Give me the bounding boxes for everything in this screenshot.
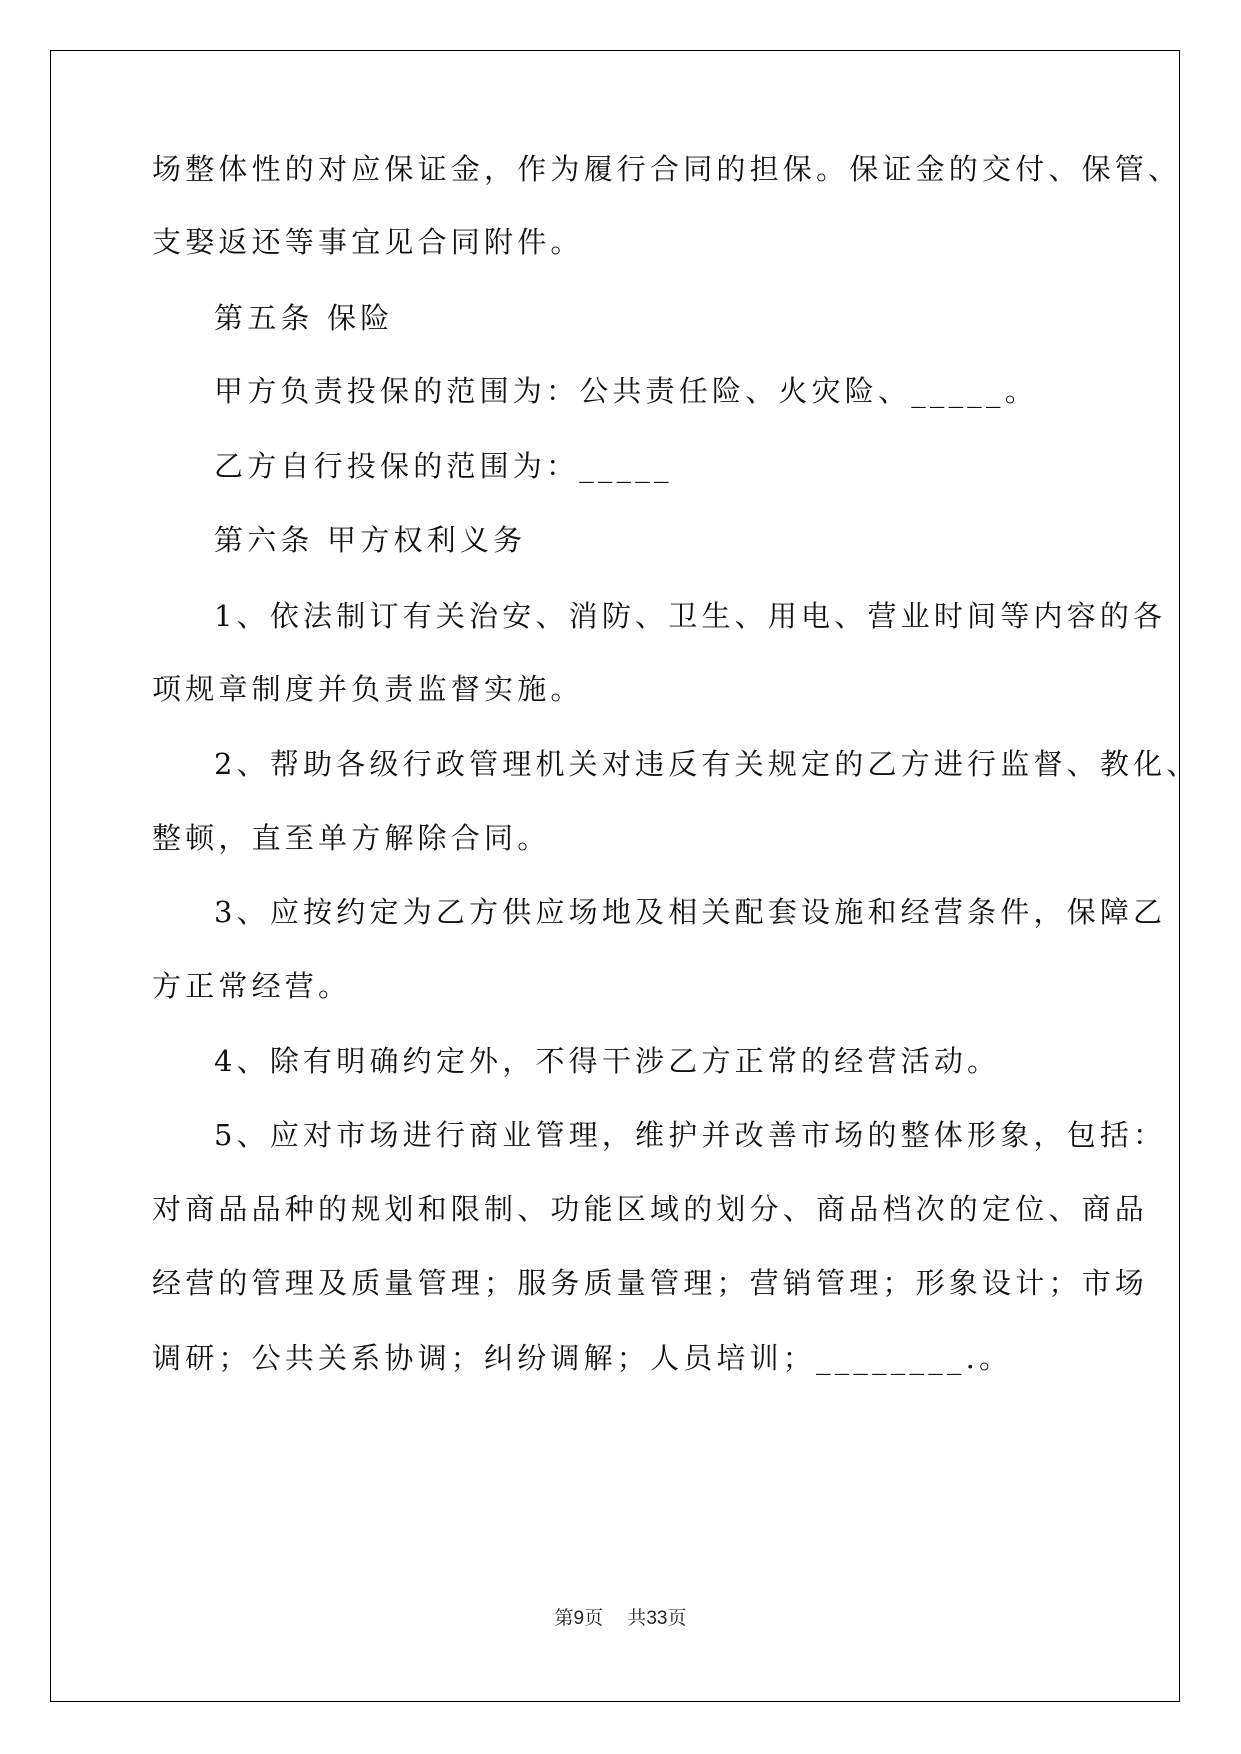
text-line: 5、应对市场进行商业管理，维护并改善市场的整体形象，包括： bbox=[214, 1118, 1167, 1152]
text-line: 支娶返还等事宜见合同附件。 bbox=[152, 225, 584, 259]
text-line: 3、应按约定为乙方供应场地及相关配套设施和经营条件，保障乙 bbox=[214, 895, 1167, 929]
page-footer bbox=[0, 1606, 1241, 1631]
text-line: 4、除有明确约定外，不得干涉乙方正常的经营活动。 bbox=[214, 1044, 1001, 1078]
total-page-count: 33 bbox=[646, 1608, 668, 1629]
current-page-number: 9 bbox=[573, 1608, 585, 1629]
footer-prefix: 第 bbox=[554, 1607, 574, 1629]
footer-total-suffix: 页 bbox=[667, 1607, 687, 1629]
text-line: 方正常经营。 bbox=[152, 969, 352, 1003]
text-line: 2、帮助各级行政管理机关对违反有关规定的乙方进行监督、教化、 bbox=[214, 747, 1200, 781]
text-line: 调研；公共关系协调；纠纷调解；人员培训；________.。 bbox=[152, 1341, 1013, 1375]
text-line: 对商品品种的规划和限制、功能区域的划分、商品档次的定位、商品 bbox=[152, 1192, 1149, 1226]
text-line: 场整体性的对应保证金，作为履行合同的担保。保证金的交付、保管、 bbox=[152, 152, 1182, 186]
footer-page-suffix: 页 bbox=[584, 1607, 604, 1629]
text-line: 项规章制度并负责监督实施。 bbox=[152, 672, 584, 706]
text-line: 1、依法制订有关治安、消防、卫生、用电、营业时间等内容的各 bbox=[214, 599, 1167, 633]
section-heading: 第五条 保险 bbox=[214, 301, 394, 335]
section-heading: 第六条 甲方权利义务 bbox=[214, 523, 527, 557]
footer-total-prefix: 共 bbox=[627, 1607, 647, 1629]
text-line: 乙方自行投保的范围为：_____ bbox=[214, 449, 673, 483]
text-line: 经营的管理及质量管理；服务质量管理；营销管理；形象设计；市场 bbox=[152, 1266, 1149, 1300]
text-line: 甲方负责投保的范围为：公共责任险、火灾险、_____。 bbox=[214, 374, 1038, 408]
text-line: 整顿，直至单方解除合同。 bbox=[152, 821, 551, 855]
